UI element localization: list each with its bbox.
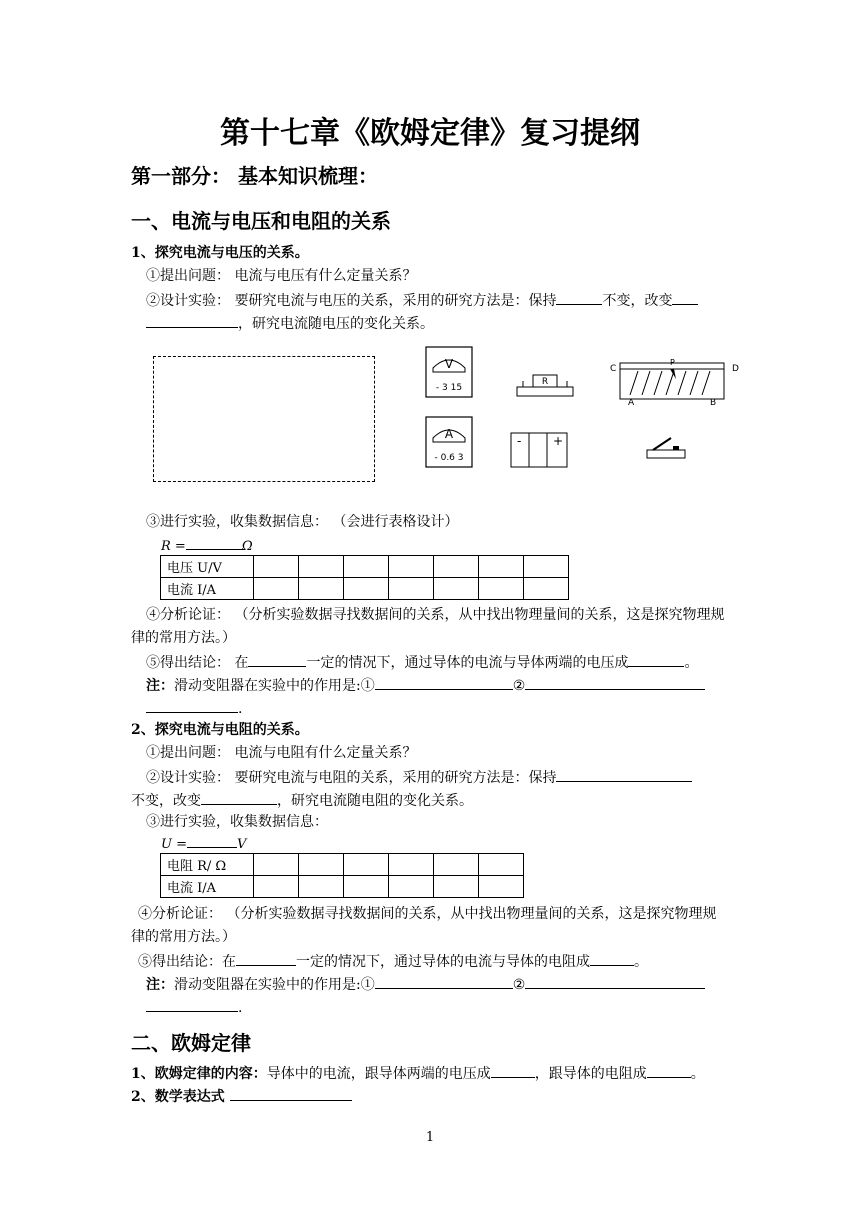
q1-blank-relation[interactable] bbox=[628, 651, 684, 667]
q1-step2-text: ②设计实验： 要研究电流与电压的关系，采用的研究方法是：保持 bbox=[146, 293, 557, 309]
table-row bbox=[161, 876, 524, 898]
table-cell[interactable] bbox=[254, 854, 299, 876]
table-cell[interactable] bbox=[254, 578, 299, 600]
ohm-law-text-b: ，跟导体的电阻成 bbox=[534, 1066, 647, 1082]
table-row-label: 电流 I/A bbox=[161, 876, 254, 898]
table-cell[interactable] bbox=[344, 854, 389, 876]
q2-step5-b: 一定的情况下，通过导体的电流与导体的电阻成 bbox=[296, 954, 590, 970]
voltmeter-scale: - 3 15 bbox=[435, 383, 463, 393]
table-cell[interactable] bbox=[299, 876, 344, 898]
table-row bbox=[161, 854, 524, 876]
table-cell[interactable] bbox=[389, 578, 434, 600]
table-cell[interactable] bbox=[524, 578, 569, 600]
page-number: 1 bbox=[425, 1130, 435, 1145]
rheostat-d: D bbox=[732, 364, 739, 374]
q2-step4-cont: 律的常用方法。） bbox=[131, 929, 236, 945]
q2-step2-cont bbox=[131, 789, 473, 811]
q2-u-blank[interactable] bbox=[187, 832, 237, 848]
ammeter-letter: A bbox=[444, 427, 454, 441]
section-heading-1: 一、电流与电压和电阻的关系 bbox=[131, 209, 391, 233]
q2-note-cont bbox=[146, 996, 242, 1018]
q1-step2 bbox=[146, 289, 698, 311]
q2-step5-c: 。 bbox=[634, 954, 648, 970]
ohm-expression bbox=[131, 1085, 352, 1107]
table-cell[interactable] bbox=[389, 854, 434, 876]
q2-note bbox=[146, 973, 705, 995]
table-cell[interactable] bbox=[254, 556, 299, 578]
q2-note-two: ② bbox=[512, 977, 526, 993]
voltmeter-letter: V bbox=[444, 357, 454, 371]
q1-blank-const[interactable] bbox=[248, 651, 306, 667]
q2-blank-relation[interactable] bbox=[590, 950, 634, 966]
q2-step2 bbox=[146, 766, 692, 788]
q2-step1: ①提出问题： 电流与电阻有什么定量关系？ bbox=[146, 745, 417, 761]
rheostat-c: C bbox=[610, 364, 617, 374]
q2-step2-mid: 不变，改变 bbox=[131, 793, 201, 809]
q1-r-line bbox=[161, 534, 253, 557]
table-cell[interactable] bbox=[344, 556, 389, 578]
part-heading: 第一部分： 基本知识梳理： bbox=[131, 164, 378, 188]
q2-note-text: 滑动变阻器在实验中的作用是:① bbox=[174, 977, 375, 993]
q1-note-blank-1[interactable] bbox=[375, 674, 513, 690]
table-cell[interactable] bbox=[344, 578, 389, 600]
q1-step4: ④分析论证： （分析实验数据寻找数据间的关系，从中找出物理量间的关系，这是探究物理规 bbox=[146, 607, 725, 623]
q1-r-unit: Ω bbox=[241, 539, 253, 554]
q1-r-label: R = bbox=[161, 539, 186, 554]
q2-blank-const[interactable] bbox=[236, 950, 296, 966]
ohm-law-content bbox=[131, 1062, 705, 1084]
circuit-diagram-box[interactable] bbox=[153, 356, 375, 482]
q1-blank-change-a[interactable] bbox=[672, 289, 698, 305]
q1-step1: ①提出问题： 电流与电压有什么定量关系？ bbox=[146, 268, 417, 284]
table-cell[interactable] bbox=[434, 578, 479, 600]
rheostat-a: A bbox=[628, 398, 635, 407]
table-cell[interactable] bbox=[389, 556, 434, 578]
table-cell[interactable] bbox=[389, 876, 434, 898]
ohm-blank-resistance[interactable] bbox=[647, 1062, 691, 1078]
q2-u-line bbox=[161, 832, 246, 855]
table-cell[interactable] bbox=[344, 876, 389, 898]
ohm-expression-blank[interactable] bbox=[230, 1085, 352, 1101]
q1-note-cont bbox=[146, 697, 242, 719]
ohm-expression-label: 2、数学表达式 bbox=[131, 1089, 225, 1105]
table-cell[interactable] bbox=[524, 556, 569, 578]
q2-note-end: . bbox=[238, 1000, 243, 1016]
table-cell[interactable] bbox=[479, 876, 524, 898]
q1-blank-change-b[interactable] bbox=[146, 312, 238, 328]
q2-title: 2、探究电流与电阻的关系。 bbox=[131, 722, 309, 738]
q2-note-label: 注： bbox=[146, 977, 174, 993]
q1-note bbox=[146, 674, 705, 696]
q2-step5-a: ⑤得出结论：在 bbox=[138, 954, 236, 970]
table-row bbox=[161, 578, 569, 600]
q1-step2-cont bbox=[146, 312, 434, 334]
q1-step2-mid: 不变，改变 bbox=[602, 293, 673, 309]
q1-step5-b: 一定的情况下，通过导体的电流与导体两端的电压成 bbox=[306, 655, 629, 671]
q2-step5 bbox=[138, 950, 648, 972]
ohm-law-text-a: 导体中的电流，跟导体两端的电压成 bbox=[266, 1066, 491, 1082]
table-cell[interactable] bbox=[479, 854, 524, 876]
page-title: 第十七章《欧姆定律》复习提纲 bbox=[220, 116, 640, 151]
battery-minus: - bbox=[517, 434, 522, 448]
q1-data-table bbox=[160, 555, 569, 600]
battery-plus: + bbox=[553, 434, 564, 448]
table-cell[interactable] bbox=[299, 854, 344, 876]
ammeter-icon bbox=[425, 416, 473, 468]
q1-note-blank-2[interactable] bbox=[525, 674, 705, 690]
q2-step4: ④分析论证： （分析实验数据寻找数据间的关系，从中找出物理量间的关系，这是探究物理规 bbox=[138, 906, 717, 922]
q2-blank-change[interactable] bbox=[201, 789, 277, 805]
ohm-law-text-c: 。 bbox=[690, 1066, 705, 1082]
q1-step4-cont: 律的常用方法。） bbox=[131, 630, 236, 646]
q1-note-two: ② bbox=[512, 678, 526, 694]
table-row-label: 电流 I/A bbox=[161, 578, 254, 600]
q2-note-blank-1[interactable] bbox=[375, 973, 513, 989]
table-cell[interactable] bbox=[434, 876, 479, 898]
switch-icon bbox=[645, 434, 687, 460]
q2-data-table bbox=[160, 853, 524, 898]
ohm-law-label: 1、欧姆定律的内容： bbox=[131, 1066, 267, 1082]
section-heading-2: 二、欧姆定律 bbox=[131, 1031, 251, 1055]
q2-note-blank-3[interactable] bbox=[146, 996, 238, 1012]
q1-note-label: 注： bbox=[146, 678, 174, 694]
table-cell[interactable] bbox=[479, 556, 524, 578]
table-row-label: 电阻 R/ Ω bbox=[161, 854, 254, 876]
table-row bbox=[161, 556, 569, 578]
q1-step5-c: 。 bbox=[684, 655, 699, 671]
rheostat-icon bbox=[602, 355, 744, 407]
q2-u-unit: V bbox=[236, 837, 247, 852]
q2-step2-text: ②设计实验： 要研究电流与电阻的关系，采用的研究方法是：保持 bbox=[146, 770, 557, 786]
q1-note-text: 滑动变阻器在实验中的作用是:① bbox=[174, 678, 375, 694]
table-cell[interactable] bbox=[254, 876, 299, 898]
q2-step2-end: ，研究电流随电阻的变化关系。 bbox=[277, 793, 473, 809]
q1-step2-end: ，研究电流随电压的变化关系。 bbox=[238, 316, 434, 332]
q1-step5-a: ⑤得出结论： 在 bbox=[146, 655, 249, 671]
q1-title: 1、探究电流与电压的关系。 bbox=[131, 245, 309, 261]
ammeter-scale: - 0.6 3 bbox=[434, 453, 464, 463]
q1-blank-keep[interactable] bbox=[556, 289, 602, 305]
q1-step3: ③进行实验，收集数据信息： （会进行表格设计） bbox=[146, 514, 459, 530]
q1-r-blank[interactable] bbox=[186, 534, 242, 550]
voltmeter-icon bbox=[425, 346, 473, 398]
table-row-label: 电压 U/V bbox=[161, 556, 254, 578]
q1-note-blank-3[interactable] bbox=[146, 697, 238, 713]
q2-note-blank-2[interactable] bbox=[525, 973, 705, 989]
table-cell[interactable] bbox=[299, 578, 344, 600]
rheostat-p: P bbox=[670, 358, 675, 367]
q1-step5 bbox=[146, 651, 698, 673]
q2-step3: ③进行实验，收集数据信息： bbox=[146, 814, 328, 830]
table-cell[interactable] bbox=[434, 556, 479, 578]
resistor-icon bbox=[513, 365, 577, 399]
ohm-blank-voltage[interactable] bbox=[491, 1062, 535, 1078]
resistor-letter: R bbox=[541, 377, 549, 387]
table-cell[interactable] bbox=[479, 578, 524, 600]
rheostat-b: B bbox=[710, 398, 717, 407]
table-cell[interactable] bbox=[434, 854, 479, 876]
q1-note-end: . bbox=[238, 701, 243, 717]
battery-icon bbox=[509, 429, 569, 469]
q2-u-label: U = bbox=[161, 837, 187, 852]
q2-blank-keep[interactable] bbox=[556, 766, 692, 782]
table-cell[interactable] bbox=[299, 556, 344, 578]
